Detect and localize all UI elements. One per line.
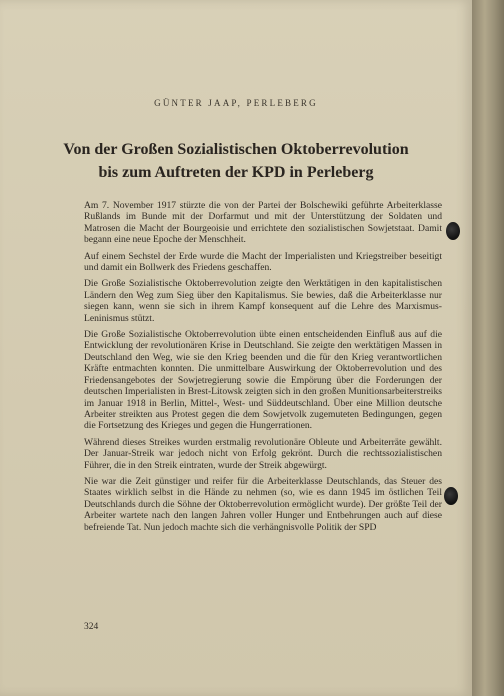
paragraph: Nie war die Zeit günstiger und reifer für die Arbeiterklasse Deutschlands, das Steuer des Staates wirklich selbst in die Hände zu nehmen (so, wie es dann 1945 im östlichen Teil Deutschlands durch die Söhne der Oktoberrevolution ermöglicht wurde). Der größte Teil der Arbeiter wartete nach den langen Jahren voller Hunger und Entbehrungen auch auf diese befreiende Tat. Nun jedoch machte sich die verhängnisvolle Politik der SPD [84,475,442,533]
title-line-1: Von der Großen Sozialistischen Oktoberrevolution [63,141,409,158]
article-title [0,138,472,184]
article-body [84,200,442,538]
title-line-2: bis zum Auftreten der KPD in Perleberg [98,164,374,181]
author-line: GÜNTER JAAP, PERLEBERG [154,98,318,108]
binding-hole-icon [444,487,458,505]
binding-hole-icon [446,222,460,240]
paragraph: Auf einem Sechstel der Erde wurde die Macht der Imperialisten und Kriegstreiber beseitigt und damit ein Bollwerk des Friedens geschaffen. [84,250,442,274]
paragraph: Während dieses Streikes wurden erstmalig revolutionäre Obleute und Arbeiterräte gewählt. Der Januar-Streik war jedoch nicht von Erfolg gekrönt. Durch die rechtssozialistischen Führer, die in den Streik eintraten, wurde der Streik abgewürgt. [84,436,442,471]
page-number: 324 [84,622,99,632]
book-spine [472,0,504,696]
paragraph: Am 7. November 1917 stürzte die von der Partei der Bolschewiki geführte Arbeiterklasse Rußlands im Bunde mit der Dorfarmut und mit der Unterstützung der Soldaten und Matrosen die Macht der Bourgeoisie und errichtete den sozialistischen Sowjetstaat. Damit begann eine neue Epoche der Menschheit. [84,200,442,246]
paragraph: Die Große Sozialistische Oktoberrevolution übte einen entscheidenden Einfluß aus auf die Entwicklung der revolutionären Krise in Deutschland. Sie zeigte den werktätigen Massen in Deutschland den Weg, wie sie den Krieg beenden und die für den Krieg verantwortlichen Kräfte entmachten konnten. Die unmittelbare Auswirkung der Oktoberrevolution und des Friedensangebotes der Sowjetregierung sowie die Empörung über die Forderungen der deutschen Imperialisten in Brest-Litowsk zeigten sich in den großen Munitionsarbeiterstreiks im Januar 1918 in Berlin, Mittel-, West- und Süddeutschland. Über eine Million deutsche Arbeiter streikten aus Protest gegen die dem Sowjetvolk zugemuteten Bedingungen, gegen die Fortsetzung des Krieges und gegen die Hungerrationen. [84,329,442,432]
paragraph: Die Große Sozialistische Oktoberrevolution zeigte den Werktätigen in den kapitalistischen Ländern den Weg zum Sieg über den Kapitalismus. Sie bewies, daß die Arbeiterklasse nur siegen kann, wenn sie sich in ihrem Kampf konsequent auf die Lehre des Marxismus-Leninismus stützt. [84,278,442,324]
